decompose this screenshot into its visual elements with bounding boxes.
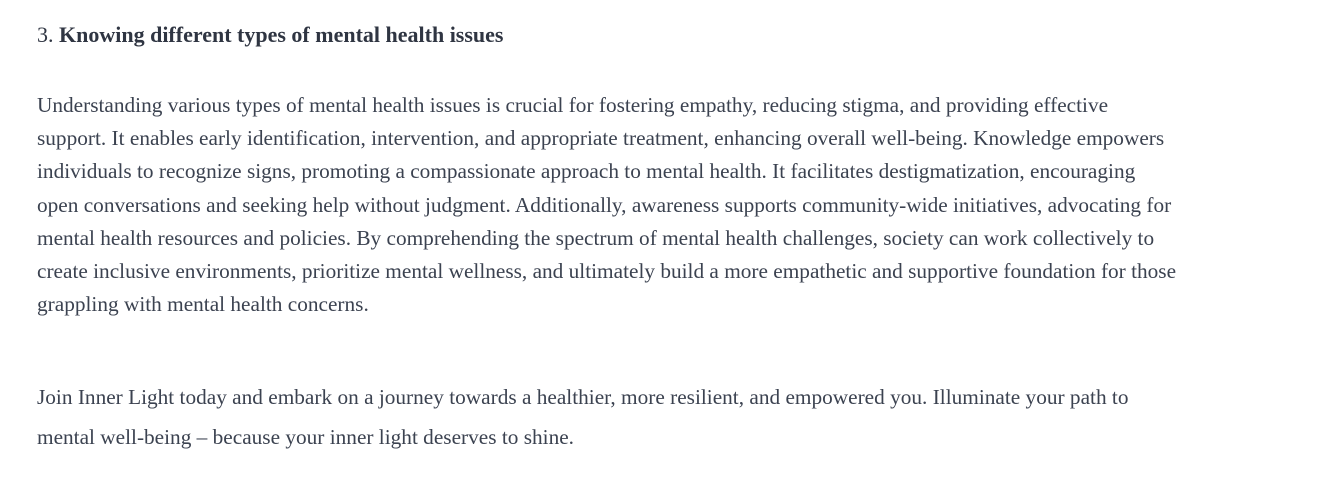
section-title: Knowing different types of mental health issues: [59, 22, 504, 47]
body-paragraph-understanding: Understanding various types of mental health issues is crucial for fostering empathy, reducing stigma, and providing effective support. It enables early identification, intervention, and appropriate treatment, enhancing overall well-being. Knowledge empowers individuals to recognize signs, promoting a compassionate approach to mental health. It facilitates destigmatization, encouraging open conversations and seeking help without judgment. Additionally, awareness supports community-wide initiatives, advocating for mental health resources and policies. By comprehending the spectrum of mental health challenges, society can work collectively to create inclusive environments, prioritize mental wellness, and ultimately build a more empathetic and supportive foundation for those grappling with mental health concerns.: [37, 93, 1177, 317]
section-number: 3.: [37, 22, 54, 47]
body-paragraph-join-inner-light: Join Inner Light today and embark on a journey towards a healthier, more resilient, and empowered you. Illuminate your path to mental well-being – because your inner light deserves to shine.: [37, 385, 1129, 449]
section-heading: [37, 20, 504, 50]
